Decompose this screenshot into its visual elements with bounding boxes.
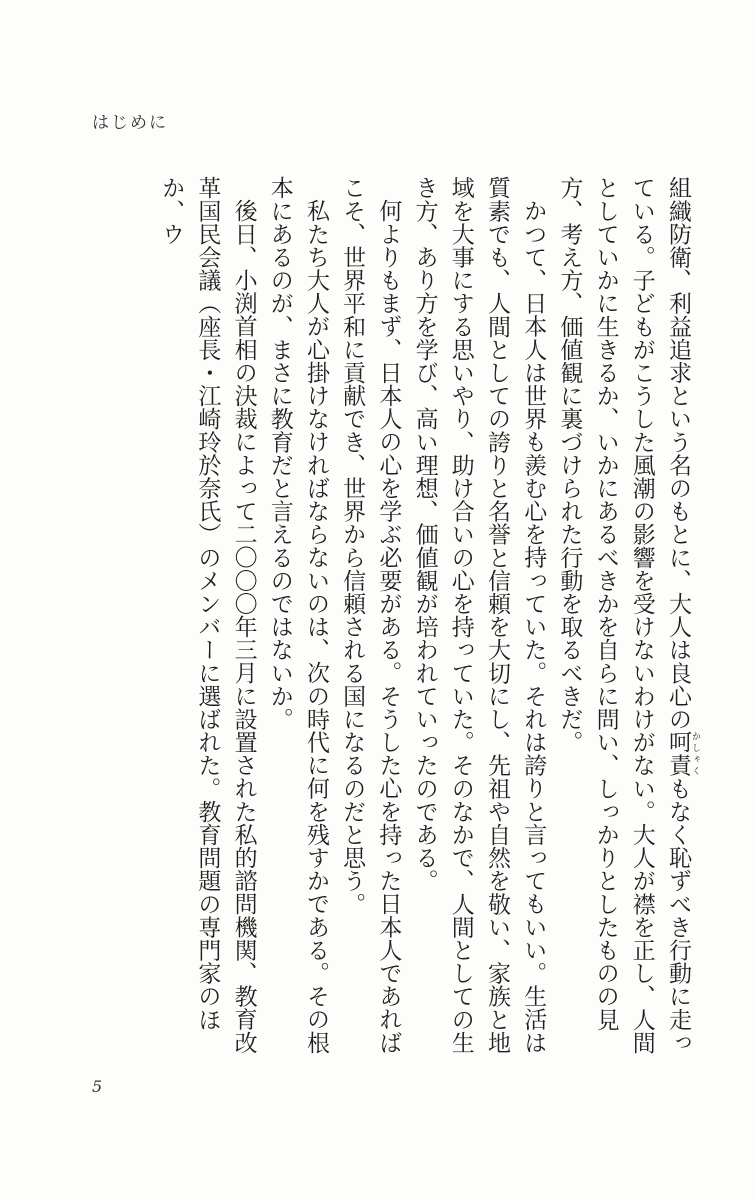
paragraph-2: かつて、日本人は世界も羨む心を持っていた。それは誇りと言ってもいい。生活は質素でも、人間としての誇りと名誉と信頼を大切にし、先祖や自然を敬い、家族と地域を大事にする思いやり、助け合いの心を持っていた。そのなかで、人間としての生き方、あり方を学び、高い理想、価値観が培われていったのである。	[411, 176, 547, 1054]
paragraph-3: 何よりもまず、日本人の心を学ぶ必要がある。そうした心を持った日本人であればこそ、世界平和に貢献でき、世界から信頼される国になるのだと思う。	[339, 176, 402, 1054]
running-head: はじめに	[92, 113, 168, 133]
paragraph-4: 私たち大人が心掛けなければならないのは、次の時代に何を残すかである。その根本にあるのが、まさに教育だと言えるのではないか。	[266, 176, 329, 1054]
furigana-ruby: 呵責 かしゃく	[665, 730, 700, 777]
page-number: 5	[92, 1077, 103, 1096]
paragraph-5: 後日、小渕首相の決裁によって二〇〇〇年三月に設置された私的諮問機関、教育改革国民会議（座長・江崎玲於奈氏）のメンバーに選ばれた。教育問題の専門家のほか、ウ	[158, 176, 257, 1054]
body-text	[60, 176, 700, 1056]
paragraph-1: 組織防衛、利益追求という名のもとに、大人は良心の呵責 かしゃくもなく恥ずべき行動に走っている。子どもがこうした風潮の影響を受けないわけがない。大人が襟を正し、人間としていかに生きるか、いかにあるべきかを自らに問い、しっかりとしたものの見方、考え方、価値観に裏づけられた行動を取るべきだ。	[556, 176, 700, 1054]
